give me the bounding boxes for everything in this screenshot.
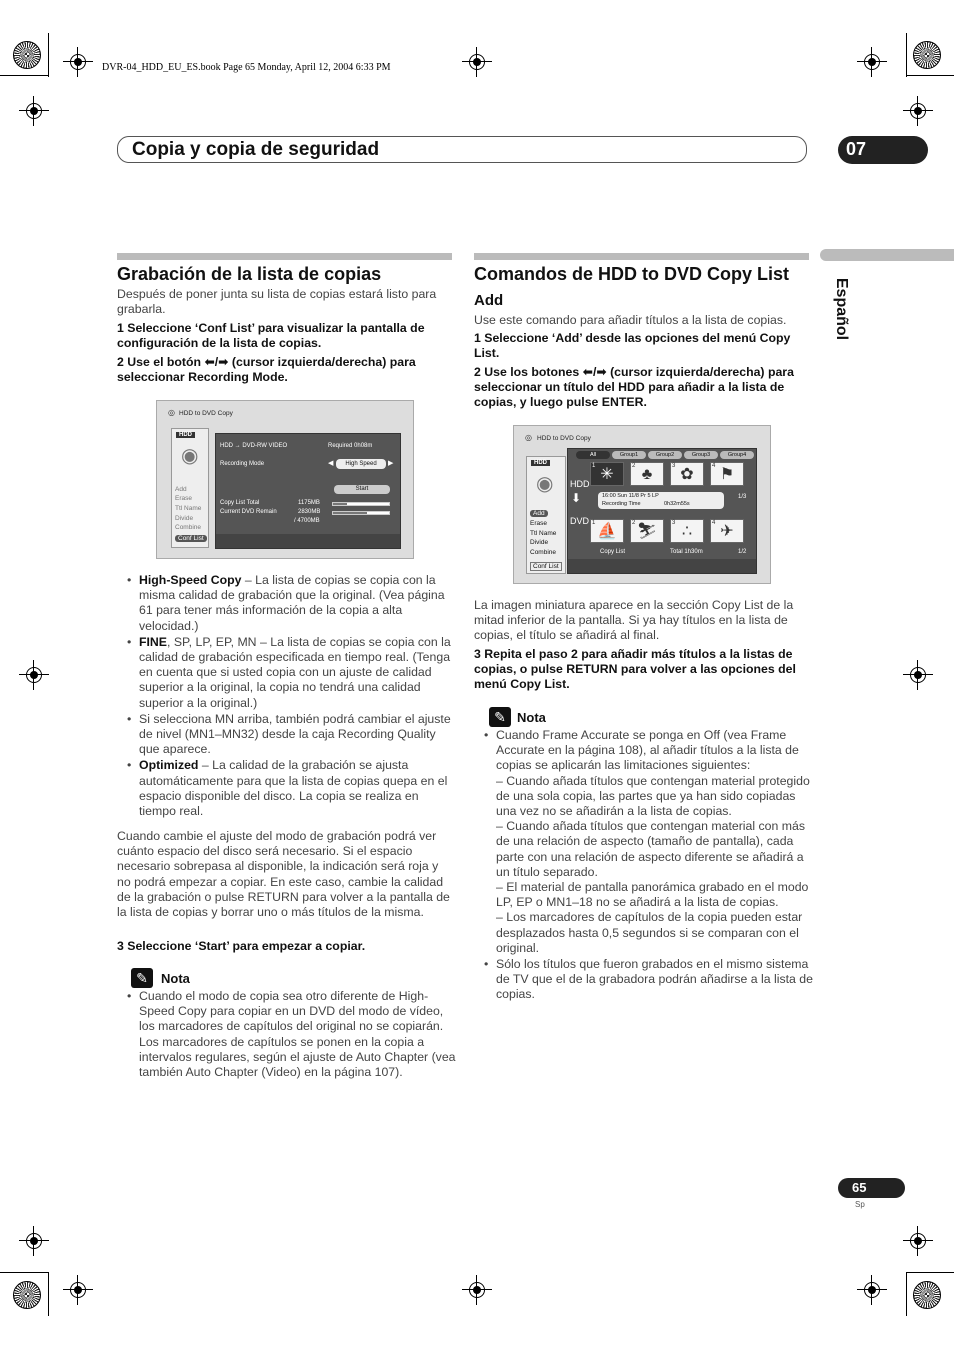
- note-item: • Cuando el modo de copia sea otro diferente de High-Speed Copy para copiar en un DVD del modo de vídeo, los marcadores de capítulos del original no se copiarán. Los marcadores de capítulos se ponen en la copia a intervalos regulares, según el ajuste de Auto Chapter (vea también Auto Chapter (Video) en la página 107).: [117, 989, 457, 1080]
- arrow-right-icon: ▶: [388, 460, 394, 467]
- tab-group3[interactable]: Group3: [684, 451, 718, 459]
- registration-mark-icon: [903, 96, 933, 126]
- right-subtitle: Add: [474, 292, 504, 309]
- total-usage-bar: [332, 502, 390, 506]
- arrow-left-icon: ◀: [328, 460, 334, 467]
- note-label: Nota: [161, 971, 190, 986]
- hdd-badge: HDD: [531, 460, 550, 466]
- crop-line: [906, 1272, 954, 1273]
- file-info-line: DVR-04_HDD_EU_ES.book Page 65 Monday, April 12, 2004 6:33 PM: [102, 62, 391, 73]
- menu-item-conf-list[interactable]: Conf List: [175, 535, 207, 542]
- start-button[interactable]: Start: [334, 485, 390, 494]
- right-intro: Use este comando para añadir títulos a la lista de copias.: [474, 313, 787, 327]
- menu-item-ttl-name[interactable]: Ttl Name: [175, 505, 202, 512]
- note-label: Nota: [517, 710, 546, 725]
- dvd-thumbnail-1[interactable]: 1 ⛵: [590, 519, 624, 543]
- hdd-label: HDD: [570, 479, 590, 489]
- section-bar: [474, 253, 809, 260]
- menu-item-ttl-name[interactable]: Ttl Name: [530, 530, 557, 537]
- left-note: [117, 989, 457, 1081]
- copy-list-total-value: 1175MB: [298, 500, 320, 506]
- registration-mark-icon: [19, 1226, 49, 1256]
- right-step-1: 1 Seleccione ‘Add’ desde las opciones del menú Copy List.: [474, 331, 791, 361]
- crop-line: [0, 1272, 48, 1273]
- dvd-page-indicator: 1/2: [738, 549, 747, 555]
- title-info-box: [598, 492, 724, 509]
- registration-mark-icon: [462, 47, 492, 77]
- dvd-thumbnail-4[interactable]: 4 ✈: [710, 519, 744, 543]
- menu-item-conf-list[interactable]: Conf List: [530, 562, 562, 571]
- menu-item-add[interactable]: Add: [530, 510, 548, 517]
- registration-mark-icon: [19, 660, 49, 690]
- bullet-high-speed: • High-Speed Copy – La lista de copias se copia con la misma calidad de grabación que la original. (Vea página 61 para tener más información de la copia a alta velocidad.): [117, 573, 457, 634]
- right-step-2: 2 Use los botones ⬅/➡ (cursor izquierda/derecha) para seleccionar un título del HDD para añadir a la lista de copias, y luego pulse ENTER.: [474, 365, 794, 410]
- disc-icon: ◉: [536, 473, 554, 495]
- right-note: [474, 728, 814, 1004]
- right-paragraph: La imagen miniatura aparece en la sección Copy List de la mitad inferior de la pantalla. Si ya hay títulos en la lista de copias, el título se añadirá al final.: [474, 598, 794, 643]
- copy-list-total-label: Copy List Total: [220, 500, 260, 506]
- left-step-1: 1 Seleccione ‘Conf List’ para visualizar la pantalla de configuración de la lista de copias.: [117, 321, 425, 351]
- recording-time-value: 0h32m55s: [664, 501, 690, 507]
- left-step-2: 2 Use el botón ⬅/➡ (cursor izquierda/derecha) para seleccionar Recording Mode.: [117, 355, 416, 385]
- tab-group4[interactable]: Group4: [720, 451, 754, 459]
- panel-footer: [216, 534, 400, 548]
- crop-line: [48, 1272, 49, 1316]
- copy-route: HDD → DVD-RW VIDEO: [220, 443, 288, 449]
- hdd-thumbnail-2[interactable]: 2 ♣: [630, 462, 664, 486]
- total-usage-fill: [333, 503, 347, 505]
- panel-footer: [568, 559, 756, 573]
- copy-list-panel: [567, 448, 757, 574]
- tab-all[interactable]: All: [576, 451, 610, 459]
- registration-mark-icon: [63, 47, 93, 77]
- note-item: • Sólo los títulos que fueron grabados en el mismo sistema de TV que el de la grabadora podrán añadirse a la lista de copias.: [474, 957, 814, 1003]
- tab-group1[interactable]: Group1: [612, 451, 646, 459]
- crop-line: [906, 1272, 907, 1316]
- screen-menu: [171, 428, 209, 548]
- menu-item-erase[interactable]: Erase: [175, 495, 192, 502]
- chapter-header: [117, 136, 807, 163]
- section-bar: [117, 253, 452, 260]
- disc-icon: ◎: [168, 408, 175, 417]
- color-rose-mark: [913, 1281, 941, 1309]
- left-section-title: Grabación de la lista de copias: [117, 264, 382, 284]
- menu-item-add[interactable]: Add: [175, 486, 187, 493]
- left-bullets: [117, 573, 457, 820]
- conf-panel: [215, 433, 401, 549]
- tab-group2[interactable]: Group2: [648, 451, 682, 459]
- arrow-down-icon: ⬇: [571, 491, 582, 505]
- screen-menu: [526, 456, 566, 574]
- title-info-line: 16:00 Sun 11/8 Pr 5 LP: [602, 493, 659, 499]
- remain-bar: [332, 511, 390, 515]
- registration-mark-icon: [857, 47, 887, 77]
- note-item: • Cuando Frame Accurate se ponga en Off (vea Frame Accurate en la página 108), al añadir títulos a la lista de copias se aplicarán las limitaciones siguientes: – Cuando añada títulos que contengan material protegido de una sola copia, las partes que ya han sido copiadas una vez no se añadirán a la lista de copias. – Cuando añada títulos que contengan material con más de una relación de aspecto (tamaño de pantalla), cada parte con una relación de aspecto diferente se añadirá a un título separado. – El material de pantalla panorámica grabado en el modo LP, EP o MN1–18 no se añadirá a la lista de copias. – Los marcadores de capítulos de la copia pueden estar desplazados hasta 0,5 segundos si se comparan con el original.: [474, 728, 814, 956]
- recording-mode-select[interactable]: High Speed: [336, 459, 386, 469]
- disc-icon: ◎: [525, 433, 532, 442]
- registration-mark-icon: [857, 1275, 887, 1305]
- right-section-title: Comandos de HDD to DVD Copy List: [474, 264, 790, 284]
- menu-item-combine[interactable]: Combine: [530, 549, 557, 556]
- hdd-thumbnail-1[interactable]: 1 ✳: [590, 462, 624, 486]
- copy-list-screenshot: [513, 425, 771, 584]
- dvd-thumbnail-2[interactable]: 2 ⛷: [630, 519, 664, 543]
- language-tab: [820, 249, 954, 261]
- bullet-mn: • Si selecciona MN arriba, también podrá cambiar el ajuste de nivel (MN1–MN32) desde la caja Recording Quality que aparece.: [117, 712, 457, 758]
- copy-list-total: Total 1h30m: [670, 549, 703, 555]
- registration-mark-icon: [903, 660, 933, 690]
- crop-line: [906, 33, 907, 77]
- dvd-label: DVD: [570, 516, 590, 526]
- dvd-remain-label: Current DVD Remain: [220, 509, 277, 515]
- copy-list-label: Copy List: [600, 549, 626, 555]
- hdd-page-indicator: 1/3: [738, 494, 747, 500]
- registration-mark-icon: [19, 96, 49, 126]
- chapter-number: 07: [838, 136, 928, 164]
- registration-mark-icon: [462, 1275, 492, 1305]
- group-tabs: [576, 451, 754, 460]
- left-intro: Después de poner junta su lista de copias estará listo para grabarla.: [117, 287, 437, 317]
- menu-item-combine[interactable]: Combine: [175, 524, 202, 531]
- pencil-icon: ✎: [489, 707, 511, 727]
- hdd-thumbnail-4[interactable]: 4 ⚑: [710, 462, 744, 486]
- left-step-3: 3 Seleccione ‘Start’ para empezar a copiar.: [117, 939, 366, 953]
- page-number: 65: [838, 1178, 905, 1198]
- page-language: Sp: [855, 1200, 865, 1209]
- disc-icon: ◉: [181, 445, 199, 467]
- bullet-fine: • FINE, SP, LP, EP, MN – La lista de copias se copia con la calidad de grabación especificada en tiempo real. (Tenga en cuenta que si usted copia con un ajuste de calidad superior a la original, la copia no tendrá una calidad superior a la original.): [117, 635, 457, 711]
- color-rose-mark: [913, 41, 941, 69]
- dvd-capacity: / 4700MB: [294, 518, 320, 524]
- bullet-optimized: • Optimized – La calidad de la grabación se ajusta automáticamente para que la lista de copias quepa en el espacio disponible del disco. La copia se realiza en tiempo real.: [117, 758, 457, 819]
- required-time: Required 0h08m: [328, 443, 373, 449]
- crop-line: [48, 33, 49, 77]
- right-step-3: 3 Repita el paso 2 para añadir más títulos a la listas de copias, o pulse RETURN para volver a las opciones del menú Copy List.: [474, 647, 796, 692]
- dvd-thumbnail-3[interactable]: 3 ∴: [670, 519, 704, 543]
- menu-item-erase[interactable]: Erase: [530, 520, 547, 527]
- left-paragraph: Cuando cambie el ajuste del modo de grabación podrá ver cuánto espacio del disco será necesario. Si el espacio necesario sobrepasa al disponible, la indicación será roja y no podrá empezar a copiar. En este caso, cambie la calidad de la grabación o pulse RETURN para volver a la pantalla de la lista de copias y borrar uno o más títulos de la misma.: [117, 829, 450, 920]
- color-rose-mark: [13, 1281, 41, 1309]
- remain-fill: [333, 512, 367, 514]
- registration-mark-icon: [63, 1275, 93, 1305]
- hdd-badge: HDD: [176, 432, 195, 438]
- screen-title: HDD to DVD Copy: [537, 435, 591, 442]
- pencil-icon: ✎: [131, 968, 153, 988]
- color-rose-mark: [13, 41, 41, 69]
- crop-line: [0, 75, 48, 76]
- recording-time-label: Recording Time: [602, 501, 641, 507]
- crop-line: [906, 75, 954, 76]
- registration-mark-icon: [903, 1226, 933, 1256]
- chapter-title: Copia y copia de seguridad: [132, 139, 380, 160]
- screen-title: HDD to DVD Copy: [179, 410, 233, 417]
- dvd-remain-value: 2830MB: [298, 509, 321, 515]
- conf-list-screenshot: [156, 400, 414, 559]
- hdd-thumbnail-3[interactable]: 3 ✿: [670, 462, 704, 486]
- recording-mode-label: Recording Mode: [220, 461, 265, 467]
- language-label: Español: [833, 277, 851, 341]
- menu-item-divide[interactable]: Divide: [530, 539, 549, 546]
- menu-item-divide[interactable]: Divide: [175, 515, 194, 522]
